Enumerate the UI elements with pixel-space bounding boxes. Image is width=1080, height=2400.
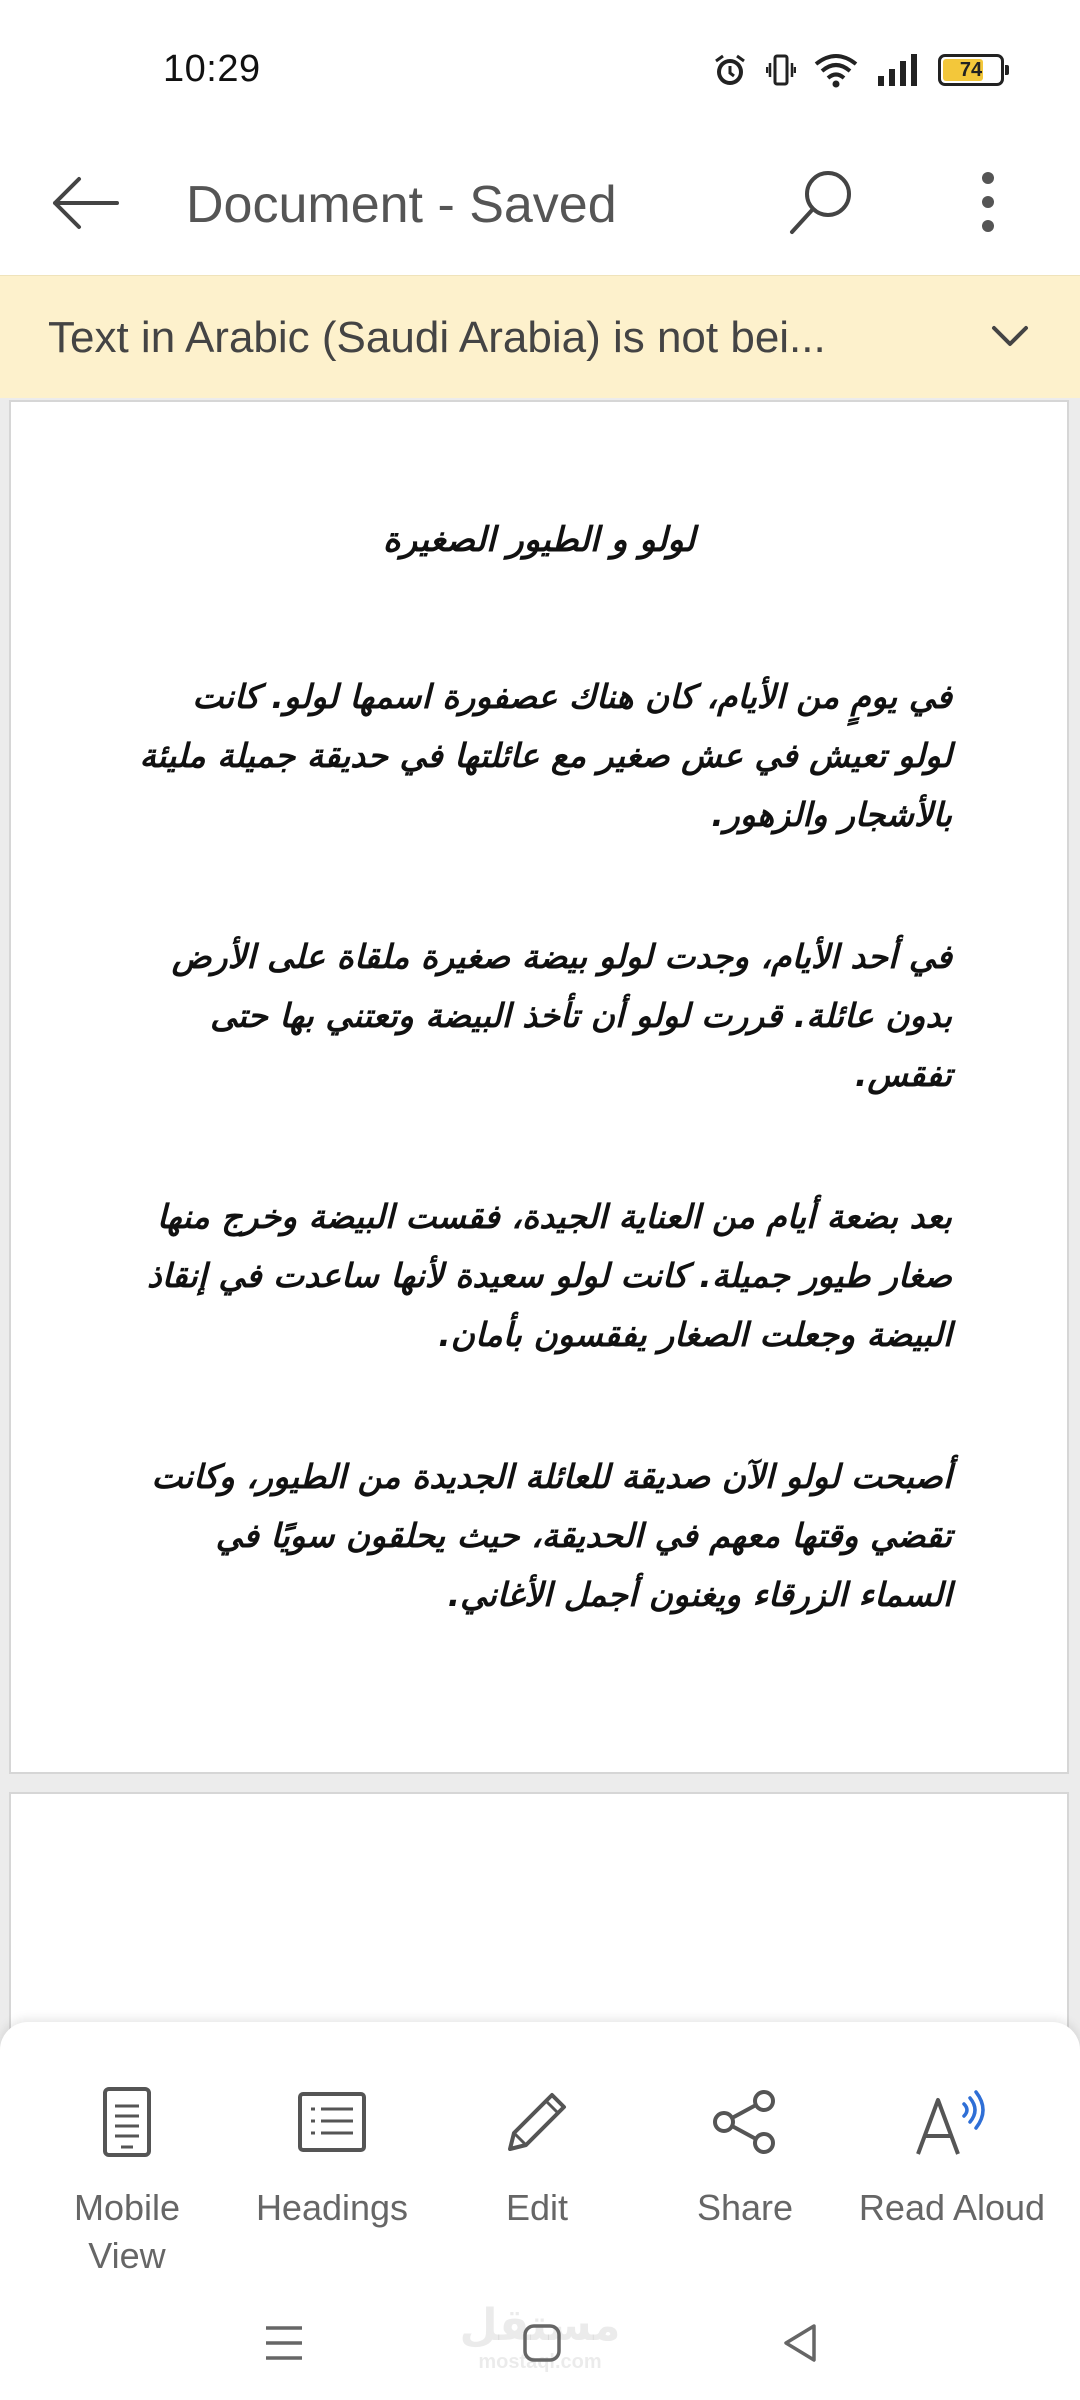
alarm-icon (712, 52, 748, 88)
menu-icon (264, 2324, 304, 2367)
home-button[interactable] (502, 2310, 582, 2380)
share-button[interactable] (645, 2082, 845, 2232)
banner-text: Text in Arabic (Saudi Arabia) is not bei... (48, 313, 826, 362)
search-icon (786, 166, 858, 243)
document-heading: لولو و الطيور الصغيرة (382, 520, 696, 560)
app-bar (0, 140, 1080, 275)
search-button[interactable] (772, 154, 872, 254)
document-page-next[interactable] (9, 1792, 1069, 2052)
pencil-icon (497, 2082, 577, 2162)
battery-level: 74 (959, 58, 983, 81)
vibrate-icon (766, 52, 796, 88)
document-title: Document - Saved (186, 176, 617, 234)
back-triangle-icon (780, 2322, 820, 2369)
more-vertical-icon (978, 170, 998, 239)
mobile-view-icon (87, 2082, 167, 2162)
headings-button[interactable] (232, 2082, 432, 2232)
system-back-button[interactable] (760, 2310, 840, 2380)
status-time: 10:29 (163, 48, 261, 90)
watermark-subtext: mostaql.com (478, 2351, 602, 2373)
chevron-down-icon (990, 324, 1030, 353)
document-paragraph: في أحد الأيام، وجدت لولو بيضة صغيرة ملقاة على الأرض بدون عائلة. قررت لولو أن تأخذ البيضة وتعتني بها حتى تفقس. (171, 937, 952, 1094)
headings-icon (292, 2082, 372, 2162)
document-paragraph: بعد بضعة أيام من العناية الجيدة، فقست البيضة وخرج منها صغار طيور جميلة. كانت لولو سعيدة لأنها ساعدت في إنقاذ البيضة وجعلت الصغار يفقسون بأمان. (147, 1197, 952, 1354)
read-aloud-icon (912, 2082, 992, 2162)
watermark-text: مستقل (459, 2301, 621, 2350)
mobile-view-label: Mobile View (73, 2187, 181, 2276)
read-aloud-label: Read Aloud (858, 2187, 1046, 2228)
system-nav-bar (0, 2290, 1080, 2400)
more-options-button[interactable] (948, 154, 1028, 254)
battery-icon (938, 54, 1004, 86)
mobile-view-button[interactable] (27, 2082, 227, 2280)
edit-label: Edit (505, 2187, 569, 2228)
share-label: Share (696, 2187, 794, 2228)
status-icons (712, 50, 1004, 90)
proofing-language-banner[interactable] (0, 275, 1080, 398)
signal-icon (876, 52, 920, 88)
home-icon (522, 2323, 562, 2368)
share-icon (705, 2082, 785, 2162)
document-page[interactable] (9, 400, 1069, 1774)
edit-button[interactable] (437, 2082, 637, 2232)
wifi-icon (814, 52, 858, 88)
recent-apps-button[interactable] (244, 2310, 324, 2380)
back-button[interactable] (40, 160, 130, 250)
banner-expand-button[interactable] (980, 308, 1040, 368)
headings-label: Headings (255, 2187, 409, 2228)
status-bar (0, 0, 1080, 140)
read-aloud-button[interactable] (852, 2082, 1052, 2232)
document-paragraph: أصبحت لولو الآن صديقة للعائلة الجديدة من الطيور، وكانت تقضي وقتها معهم في الحديقة، حيث يحلقون سويًا في السماء الزرقاء ويغنون أجمل الأغاني. (151, 1457, 952, 1614)
back-arrow-icon (49, 173, 121, 238)
document-paragraph: في يومٍ من الأيام، كان هناك عصفورة اسمها لولو. كانت لولو تعيش في عش صغير مع عائلتها في حديقة جميلة مليئة بالأشجار والزهور. (139, 677, 952, 834)
